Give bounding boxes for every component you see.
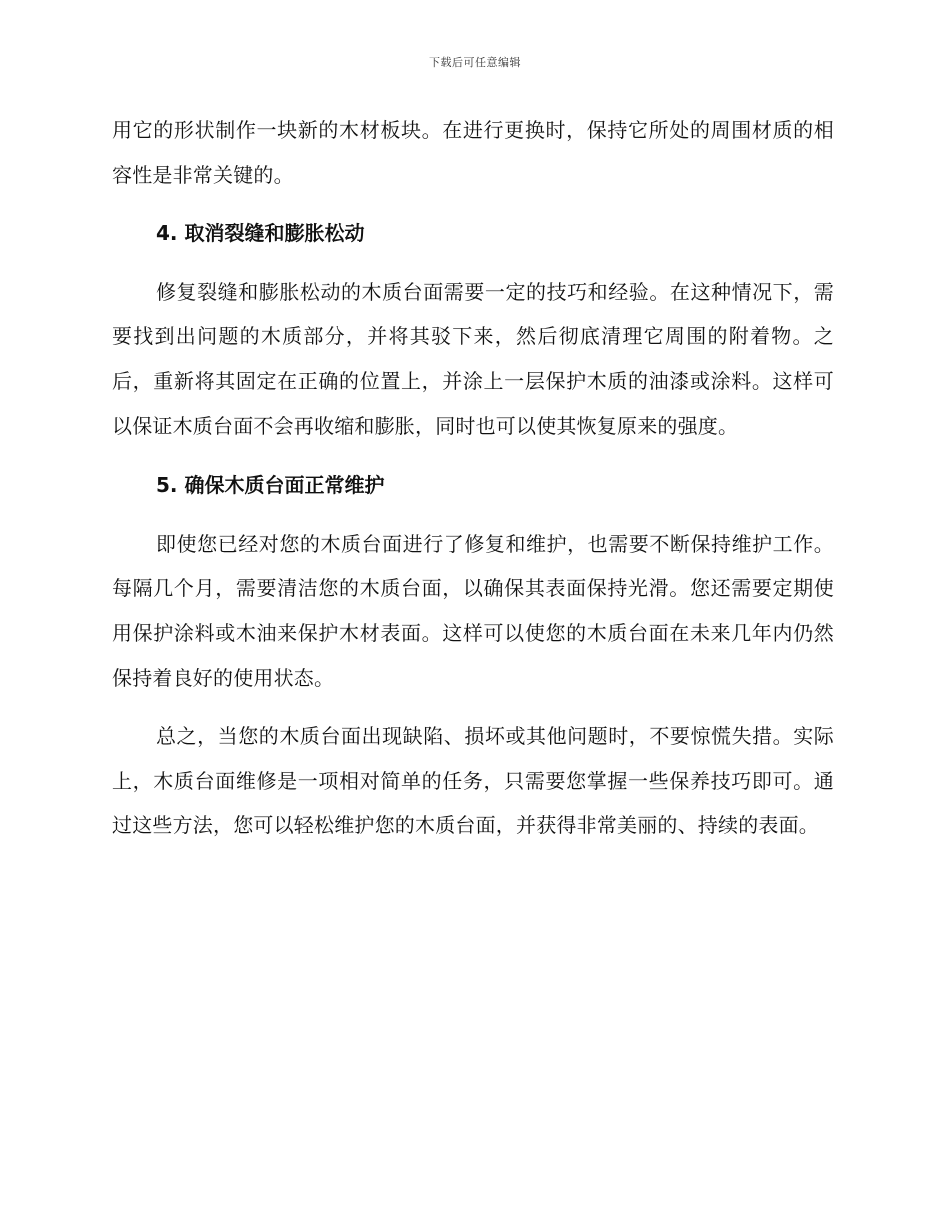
section-5-heading: 5. 确保木质台面正常维护 bbox=[156, 473, 385, 498]
document-body bbox=[112, 108, 834, 848]
spacer bbox=[112, 448, 834, 463]
spacer bbox=[112, 197, 834, 211]
spacer bbox=[112, 508, 834, 522]
intro-paragraph: 用它的形状制作一块新的木材板块。在进行更换时，保持它所处的周围材质的相容性是非常关键的。 bbox=[112, 118, 834, 187]
spacer bbox=[112, 700, 834, 714]
spacer bbox=[112, 256, 834, 270]
page-header: 下载后可任意编辑 bbox=[429, 56, 521, 69]
conclusion-paragraph: 总之，当您的木质台面出现缺陷、损坏或其他问题时，不要惊慌失措。实际上，木质台面维修是一项相对简单的任务，只需要您掌握一些保养技巧即可。通过这些方法，您可以轻松维护您的木质台面，并获得非常美丽的、持续的表面。 bbox=[112, 724, 834, 838]
section-5-paragraph: 即使您已经对您的木质台面进行了修复和维护，也需要不断保持维护工作。每隔几个月，需要清洁您的木质台面，以确保其表面保持光滑。您还需要定期使用保护涂料或木油来保护木材表面。这样可以使您的木质台面在未来几年内仍然保持着良好的使用状态。 bbox=[112, 531, 834, 690]
section-4-paragraph: 修复裂缝和膨胀松动的木质台面需要一定的技巧和经验。在这种情况下，需要找到出问题的木质部分，并将其驳下来，然后彻底清理它周围的附着物。之后，重新将其固定在正确的位置上，并涂上一层保护木质的油漆或涂料。这样可以保证木质台面不会再收缩和膨胀，同时也可以使其恢复原来的强度。 bbox=[112, 279, 834, 438]
section-4-heading: 4. 取消裂缝和膨胀松动 bbox=[156, 221, 365, 246]
